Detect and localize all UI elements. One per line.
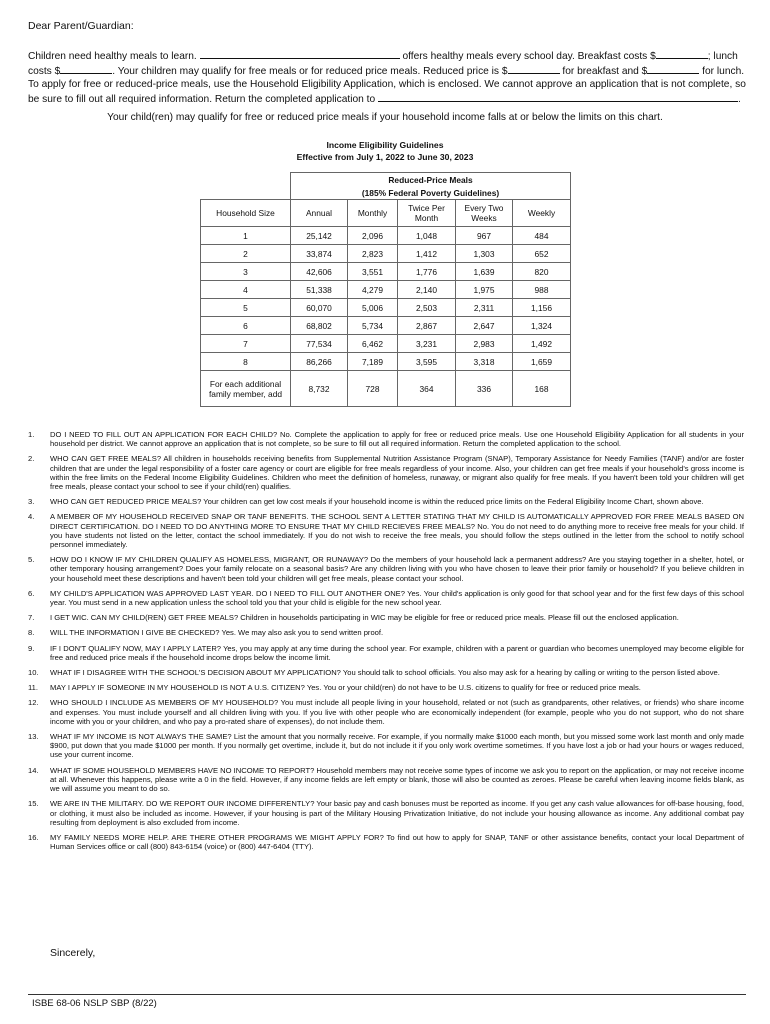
col-header-twice-per-month: Twice Per Month — [398, 200, 456, 227]
faq-text: IF I DON'T QUALIFY NOW, MAY I APPLY LATER? Yes, you may apply at any time during the school year. For example, children with a parent or guardian who becomes unemployed may become eligible for free and reduced price meals if the household income drops below the income limit. — [50, 643, 744, 662]
group-subheader: (185% Federal Poverty Guidelines) — [291, 187, 571, 200]
cell-weekly: 1,492 — [513, 335, 571, 353]
faq-number: 6. — [28, 588, 35, 598]
faq-text: HOW DO I KNOW IF MY CHILDREN QUALIFY AS HOMELESS, MIGRANT, OR RUNAWAY? Do the members of your household lack a permanent address? Are you staying together in a shelter, hotel, or other temporary housing arrangement? Does your family relocate on a seasonal basis? Are any children living with you who have chosen to leave their prior family or household? If you believe children in your household meet these descriptions and haven't been told your children will get free meals, please contact your school. — [50, 555, 744, 583]
faq-text: DO I NEED TO FILL OUT AN APPLICATION FOR EACH CHILD? No. Complete the application to apply for free or reduced price meals. Use one Household Eligibility Application for all students in your household per district. We cannot approve an application that is not complete, so be sure to fill out all required information. Return the completed application to the school. — [50, 430, 744, 449]
faq-item — [28, 628, 744, 637]
faq-item — [28, 799, 744, 827]
faq-number: 12. — [28, 698, 39, 708]
cell-annual: 51,338 — [291, 281, 348, 299]
table-row — [201, 371, 571, 407]
cell-annual: 25,142 — [291, 227, 348, 245]
intro-text-1: Children need healthy meals to learn. — [28, 51, 197, 62]
cell-household-size: 6 — [201, 317, 291, 335]
cell-twice-per-month: 364 — [398, 371, 456, 407]
cell-every-two-weeks: 1,303 — [456, 245, 513, 263]
cell-annual: 86,266 — [291, 353, 348, 371]
cell-twice-per-month: 2,867 — [398, 317, 456, 335]
cell-twice-per-month: 3,595 — [398, 353, 456, 371]
cell-household-size: 1 — [201, 227, 291, 245]
faq-item — [28, 430, 744, 448]
faq-item — [28, 497, 744, 506]
greeting: Dear Parent/Guardian: — [28, 20, 134, 32]
closing: Sincerely, — [50, 947, 96, 959]
faq-text: WHO SHOULD I INCLUDE AS MEMBERS OF MY HOUSEHOLD? You must include all people living in your household, related or not (such as grandparents, other relatives, or friends) who share income and expenses. You must include yourself and all children living with you. If you live with other people who are economically independent (for example, people who you do not support, who do not share income with you or your children, and who pay a pro-rated share of expenses), do not include them. — [50, 698, 744, 726]
faq-text: WE ARE IN THE MILITARY. DO WE REPORT OUR INCOME DIFFERENTLY? Your basic pay and cash bonuses must be reported as income. If you get any cash value allowances for off-base housing, food, or clothing, it must also be included as income. However, if your housing is part of the Military Housing Privatization Initiative, do not include your housing allowance as income. Any additional combat pay resulting from deployment is also excluded from income. — [50, 799, 745, 827]
cell-every-two-weeks: 967 — [456, 227, 513, 245]
faq-text: I GET WIC. CAN MY CHILD(REN) GET FREE MEALS? Children in households participating in WIC may be eligible for free or reduced price meals. Please fill out the enclosed application. — [50, 613, 679, 623]
faq-list — [28, 430, 744, 857]
cell-household-size: For each additional family member, add — [201, 371, 291, 407]
cell-weekly: 1,659 — [513, 353, 571, 371]
cell-twice-per-month: 2,140 — [398, 281, 456, 299]
cell-household-size: 5 — [201, 299, 291, 317]
faq-text: MY CHILD'S APPLICATION WAS APPROVED LAST YEAR. DO I NEED TO FILL OUT ANOTHER ONE? Yes. Your child's application is only good for that school year and for the first few days of this school year. You must send in a new application unless the school told you that your child is eligible for the new school year. — [50, 588, 744, 608]
cell-every-two-weeks: 2,647 — [456, 317, 513, 335]
cell-household-size: 7 — [201, 335, 291, 353]
col-header-monthly: Monthly — [348, 200, 398, 227]
cell-weekly: 988 — [513, 281, 571, 299]
cell-annual: 60,070 — [291, 299, 348, 317]
cell-monthly: 5,734 — [348, 317, 398, 335]
faq-item — [28, 833, 744, 851]
cell-annual: 8,732 — [291, 371, 348, 407]
faq-text: MY FAMILY NEEDS MORE HELP. ARE THERE OTHER PROGRAMS WE MIGHT APPLY FOR? To find out how to apply for SNAP, TANF or other assistance benefits, contact your local Department of Human Services office or call (800) 843-6154 (voice) or (800) 447-6404 (TTY). — [50, 832, 744, 852]
faq-text: A MEMBER OF MY HOUSEHOLD RECEIVED SNAP OR TANF BENEFITS. THE SCHOOL SENT A LETTER STATING THAT MY CHILD IS AUTOMATICALLY APPROVED FOR FREE MEALS BASED ON DIRECT CERTIFICATION. DO I NEED TO DO ANYTHING MORE TO ENSURE THAT MY CHILD RECIEVES FREE MEALS? No. You do not need to do anything more to receive free meals for your child. If you have students not listed on the letter, contact the school immediately. If you do not wish to receive the free meals, you should follow the steps outlined in the letter from the school to notify school personnel immediately. — [50, 512, 744, 550]
group-header: Reduced-Price Meals — [291, 173, 571, 187]
cell-twice-per-month: 2,503 — [398, 299, 456, 317]
cell-monthly: 2,823 — [348, 245, 398, 263]
cell-annual: 68,802 — [291, 317, 348, 335]
cell-every-two-weeks: 3,318 — [456, 353, 513, 371]
cell-weekly: 1,156 — [513, 299, 571, 317]
faq-number: 3. — [28, 497, 35, 507]
faq-number: 14. — [28, 765, 39, 775]
faq-item — [28, 512, 744, 549]
cell-household-size: 3 — [201, 263, 291, 281]
faq-number: 1. — [28, 430, 35, 439]
cell-weekly: 652 — [513, 245, 571, 263]
intro-text-2: offers healthy meals every school day. Breakfast costs $ — [402, 51, 656, 62]
intro-paragraph — [28, 48, 746, 106]
table-heading — [0, 139, 770, 163]
cell-monthly: 2,096 — [348, 227, 398, 245]
faq-number: 10. — [28, 668, 39, 678]
cell-annual: 42,606 — [291, 263, 348, 281]
cell-every-two-weeks: 1,975 — [456, 281, 513, 299]
faq-number: 5. — [28, 555, 35, 565]
form-footer-code: ISBE 68-06 NSLP SBP (8/22) — [32, 998, 157, 1009]
faq-text: WHAT IF SOME HOUSEHOLD MEMBERS HAVE NO INCOME TO REPORT? Household members may not receive some types of income we ask you to report on the application, or may not receive income at all. Whenever this happens, please write a 0 in the field. However, if any income fields are left empty or blank, those will also be counted as zeroes. Please be careful when leaving income fields blank, as we will assume you meant to do so. — [50, 765, 744, 794]
faq-number: 4. — [28, 512, 35, 522]
intro-text-6: for lunch. To apply for free or reduced-price meals, use the Household Eligibility Application, which is enclosed. We cannot approve an application that is not complete, so be sure to fill out all required information. Return the completed application to — [28, 66, 746, 105]
return-to-blank — [378, 91, 738, 102]
cell-weekly: 168 — [513, 371, 571, 407]
table-row — [201, 317, 571, 335]
col-header-household-size: Household Size — [201, 200, 291, 227]
cell-annual: 77,534 — [291, 335, 348, 353]
cell-twice-per-month: 1,048 — [398, 227, 456, 245]
cell-every-two-weeks: 2,983 — [456, 335, 513, 353]
faq-text: WHO CAN GET REDUCED PRICE MEALS? Your children can get low cost meals if your household income is within the reduced price limits on the Federal Eligibility Income Chart, shown above. — [50, 497, 704, 507]
cell-every-two-weeks: 1,639 — [456, 263, 513, 281]
table-row — [201, 263, 571, 281]
faq-text: WHAT IF MY INCOME IS NOT ALWAYS THE SAME? List the amount that you normally receive. For example, if you normally make $1000 each month, but you missed some work last month and only made $900, put down that you made $1000 per month. If you normally get overtime, include it, but do not include it if you only work overtime sometimes. If you have lost a job or had your hours or wages reduced, use your current income. — [50, 732, 744, 760]
reduced-lunch-blank — [647, 63, 699, 74]
faq-item — [28, 698, 744, 726]
cell-weekly: 820 — [513, 263, 571, 281]
intro-text-7: . — [737, 94, 741, 105]
table-row — [201, 335, 571, 353]
faq-text: WILL THE INFORMATION I GIVE BE CHECKED? Yes. We may also ask you to send written proof. — [50, 628, 384, 638]
district-name-blank — [200, 48, 400, 59]
cell-every-two-weeks: 336 — [456, 371, 513, 407]
cell-weekly: 1,324 — [513, 317, 571, 335]
reduced-breakfast-blank — [508, 63, 560, 74]
cell-monthly: 5,006 — [348, 299, 398, 317]
col-header-annual: Annual — [291, 200, 348, 227]
table-row — [201, 299, 571, 317]
intro-text-4: . Your children may qualify for free meals or for reduced price meals. Reduced price is $ — [112, 66, 508, 77]
cell-monthly: 4,279 — [348, 281, 398, 299]
table-row — [201, 281, 571, 299]
table-row — [201, 353, 571, 371]
table-subtitle: Effective from July 1, 2022 to June 30, 2023 — [296, 152, 474, 162]
faq-number: 9. — [28, 643, 35, 653]
cell-monthly: 3,551 — [348, 263, 398, 281]
faq-number: 16. — [28, 832, 39, 842]
intro-text-3: ; lunch costs $ — [28, 51, 738, 77]
breakfast-cost-blank — [656, 48, 708, 59]
faq-item — [28, 555, 744, 583]
faq-text: MAY I APPLY IF SOMEONE IN MY HOUSEHOLD IS NOT A U.S. CITIZEN? Yes. You or your child(ren) do not have to be U.S. citizens to qualify for free or reduced price meals. — [50, 683, 641, 693]
lunch-cost-blank — [60, 63, 112, 74]
faq-number: 2. — [28, 454, 35, 464]
table-title: Income Eligibility Guidelines — [326, 140, 444, 150]
cell-monthly: 7,189 — [348, 353, 398, 371]
cell-twice-per-month: 1,412 — [398, 245, 456, 263]
cell-household-size: 8 — [201, 353, 291, 371]
footer-divider — [28, 994, 746, 995]
table-row — [201, 245, 571, 263]
faq-item — [28, 766, 744, 794]
cell-annual: 33,874 — [291, 245, 348, 263]
faq-text: WHAT IF I DISAGREE WITH THE SCHOOL'S DECISION ABOUT MY APPLICATION? You should talk to school officials. You also may ask for a hearing by calling or writing to the person listed above. — [50, 668, 720, 678]
faq-item — [28, 683, 744, 692]
cell-monthly: 6,462 — [348, 335, 398, 353]
faq-item — [28, 589, 744, 607]
faq-number: 8. — [28, 628, 35, 638]
faq-number: 7. — [28, 613, 35, 623]
col-header-weekly: Weekly — [513, 200, 571, 227]
faq-item — [28, 454, 744, 491]
income-eligibility-table — [200, 172, 571, 407]
cell-twice-per-month: 1,776 — [398, 263, 456, 281]
cell-weekly: 484 — [513, 227, 571, 245]
cell-household-size: 2 — [201, 245, 291, 263]
faq-item — [28, 668, 744, 677]
qualify-statement: Your child(ren) may qualify for free or reduced price meals if your household income falls at or below the limits on this chart. — [107, 112, 663, 123]
faq-number: 15. — [28, 799, 39, 809]
cell-twice-per-month: 3,231 — [398, 335, 456, 353]
cell-monthly: 728 — [348, 371, 398, 407]
faq-item — [28, 732, 744, 760]
table-row — [201, 227, 571, 245]
intro-text-5: for breakfast and $ — [562, 66, 648, 77]
cell-household-size: 4 — [201, 281, 291, 299]
faq-text: WHO CAN GET FREE MEALS? All children in households receiving benefits from Supplemental Nutrition Assistance Program (SNAP), Temporary Assistance for Needy Families (TANF) and/or are foster children that are under the legal responsibility of a foster care agency or court are eligible for free meals regardless of your income. Also, your children can get free meals if your household's gross income is within the free limits on the Federal Income Eligibility Guidelines. Children who meet the definition of homeless, runaway, or migrant also qualify for free meals. If you haven't been told your children will get free meals, please contact your school to see if your child(ren) qualifies. — [50, 454, 744, 492]
faq-item — [28, 644, 744, 662]
faq-number: 11. — [28, 683, 38, 693]
cell-every-two-weeks: 2,311 — [456, 299, 513, 317]
faq-item — [28, 613, 744, 622]
faq-number: 13. — [28, 732, 39, 742]
col-header-every-two-weeks: Every Two Weeks — [456, 200, 513, 227]
